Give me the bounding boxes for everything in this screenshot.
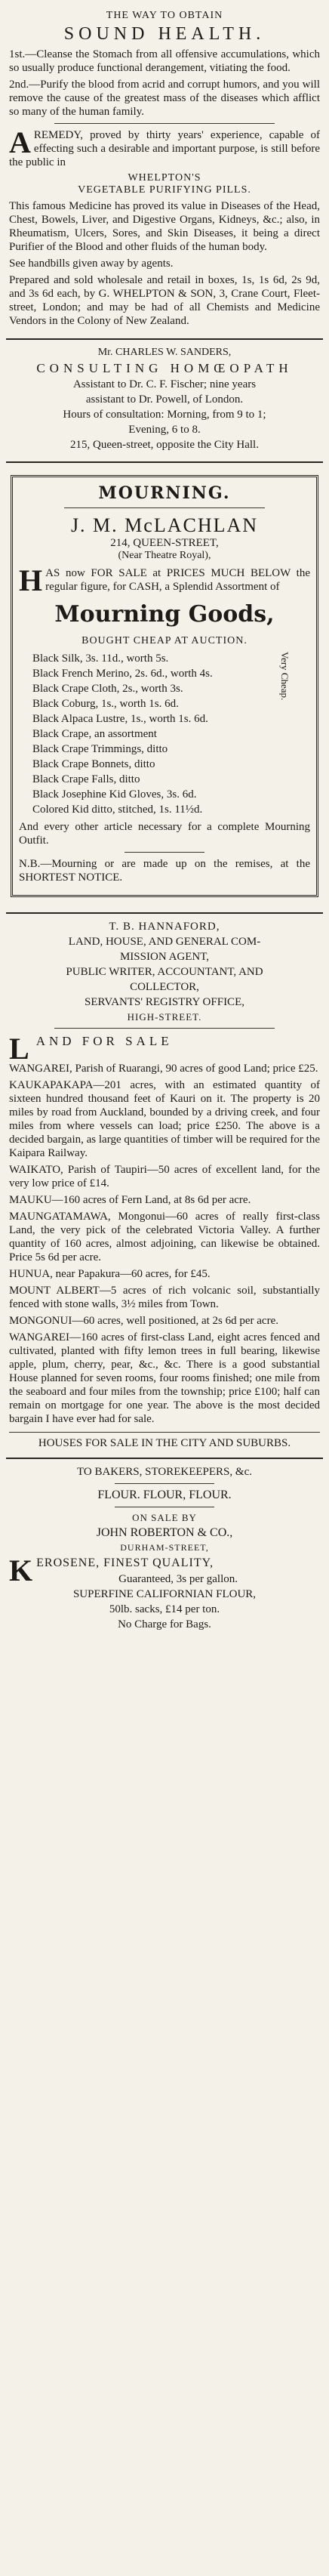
- ad5-onsale: ON SALE BY: [132, 1512, 197, 1523]
- ad1-para6: Prepared and sold wholesale and retail in boxes, 1s, 1s 6d, 2s 9d, and 3s 6d each, by G. WHELPTON & SON, 3, Crane Court, Fleet-street, London; and may be had of all Chemists and Medicine Vendors in the Colony of New Zealand.: [9, 274, 320, 327]
- ad2-line1: Assistant to Dr. C. F. Fischer; nine years: [72, 378, 257, 390]
- ad3-address: 214, QUEEN-STREET,: [110, 537, 219, 549]
- mourning-items-list: [19, 652, 310, 817]
- listing: WANGAREI—160 acres of first-class Land, eight acres fenced and cultivated, planted with fifty lemon trees in full bearing, likewise apple, plum, cherry, pear, &c., &c. There is a good substantial House planned for seven rooms, four rooms finished; one mile from the seaboard and four miles from the township; price £100; half can remain on mortgage for one year. The above is the most decided bargain I have ever had for sale.: [9, 1331, 320, 1425]
- ad4-footer: HOUSES FOR SALE IN THE CITY AND SUBURBS.: [9, 1432, 320, 1450]
- ad5-sup: SUPERFINE CALIFORNIAN FLOUR,: [72, 1588, 257, 1600]
- ad5-merchant: JOHN ROBERTON & CO.,: [96, 1526, 233, 1539]
- ad3-merchant: J. M. McLACHLAN: [70, 514, 259, 536]
- ad4-line3: PUBLIC WRITER, ACCOUNTANT, AND: [66, 966, 263, 978]
- ad3-bought: BOUGHT CHEAP AT AUCTION.: [81, 635, 248, 646]
- ad5-k1: EROSENE, FINEST QUALITY,: [36, 1556, 214, 1569]
- ad2-name: Mr. CHARLES W. SANDERS,: [97, 347, 232, 358]
- listing: MOUNT ALBERT—5 acres of rich volcanic soil, substantially fenced with stone walls, 3½ miles from Town.: [9, 1285, 320, 1310]
- ad1-para3: REMEDY, proved by thirty years' experience, capable of effecting such a desirable and important purpose, is still before the public in: [9, 129, 320, 168]
- listing: WANGAREI, Parish of Ruarangi, 90 acres of good Land; price £25.: [9, 1063, 318, 1075]
- ad1-para1: 1st.—Cleanse the Stomach from all offensive accumulations, which so usually produce functional derangement, vitiating the food.: [9, 48, 320, 74]
- list-item: Black Josephine Kid Gloves, 3s. 6d.: [32, 788, 197, 801]
- mourning-box: [11, 475, 318, 897]
- divider: [64, 507, 265, 508]
- mclachlan-mourning-ad: [6, 463, 323, 914]
- listing: WAIKATO, Parish of Taupiri—50 acres of excellent land, for the very low price of £14.: [9, 1164, 320, 1189]
- ad1-heading-small: THE WAY TO OBTAIN: [106, 10, 223, 21]
- ad4-heading: AND FOR SALE: [35, 1034, 173, 1048]
- ad3-intro: AS now FOR SALE at PRICES MUCH BELOW the regular figure, for CASH, a Splendid Assortment of: [45, 567, 310, 593]
- list-item: Black Crape Bonnets, ditto: [32, 758, 155, 770]
- ad5-to: TO BAKERS, STOREKEEPERS, &c.: [77, 1466, 252, 1478]
- listing: HUNUA, near Papakura—60 acres, for £45.: [9, 1268, 211, 1280]
- roberton-flour-ad: [6, 1459, 323, 1641]
- ad5-sup2: 50lb. sacks, £14 per ton.: [109, 1603, 220, 1615]
- list-item: Black Crape Falls, ditto: [32, 773, 140, 785]
- list-item: Black Crape Cloth, 2s., worth 3s.: [32, 683, 183, 695]
- ad3-display: Mourning Goods,: [54, 601, 275, 628]
- ad1-product-line1: WHELPTON'S: [128, 172, 201, 184]
- ad2-line4: Evening, 6 to 8.: [128, 424, 201, 436]
- ad4-line2: MISSION AGENT,: [119, 951, 210, 963]
- ad2-line3: Hours of consultation: Morning, from 9 to 1;: [63, 409, 266, 421]
- hannaford-land-ad: [6, 914, 323, 1459]
- ad1-dropcap: A: [9, 125, 31, 159]
- newspaper-column: [6, 0, 323, 1641]
- ad4-line6: HIGH-STREET.: [127, 1011, 202, 1023]
- ad5-nocharge: No Charge for Bags.: [118, 1618, 211, 1630]
- divider: [54, 123, 275, 124]
- ad1-para5: See handbills given away by agents.: [9, 258, 174, 270]
- listing: KAUKAPAKAPA—201 acres, with an estimated quantity of sixteen hundred thousand feet of Kauri on it. The property is 20 miles by road from Auckland, bounded by a driving creek, and four miles from where vessels can load; price £250. The above is a decided bargain, as large quantities of timber will be required for the Kaipara Railway.: [9, 1079, 320, 1159]
- divider: [115, 1483, 214, 1484]
- ad3-banner: MOURNING.: [98, 483, 231, 503]
- list-item: Colored Kid ditto, stitched, 1s. 11½d.: [32, 804, 203, 816]
- ad1-heading-large: SOUND HEALTH.: [63, 24, 266, 44]
- ad1-product-line2: VEGETABLE PURIFYING PILLS.: [78, 184, 251, 196]
- ad2-title: CONSULTING HOMŒOPATH: [36, 361, 293, 375]
- divider: [125, 852, 204, 853]
- whelpton-pills-ad: [6, 3, 323, 340]
- ad4-line5: SERVANTS' REGISTRY OFFICE,: [85, 996, 244, 1008]
- ad4-line1: LAND, HOUSE, AND GENERAL COM-: [68, 936, 261, 948]
- ad4-line4: COLLECTOR,: [130, 981, 199, 993]
- list-item: Black French Merino, 2s. 6d., worth 4s.: [32, 668, 213, 680]
- list-item: Black Crape, an assortment: [32, 728, 157, 740]
- ad2-line2: assistant to Dr. Powell, of London.: [85, 393, 244, 406]
- list-item: Black Crape Trimmings, ditto: [32, 743, 168, 755]
- ad5-k2: Guaranteed, 3s per gallon.: [118, 1573, 238, 1585]
- divider: [54, 1028, 275, 1029]
- ad3-para-end: And every other article necessary for a complete Mourning Outfit.: [19, 821, 310, 847]
- sanders-homoeopath-ad: [6, 340, 323, 463]
- list-item: Black Coburg, 1s., worth 1s. 6d.: [32, 698, 179, 710]
- list-item: Black Alpaca Lustre, 1s., worth 1s. 6d.: [32, 713, 208, 725]
- ad3-side-note: Very Cheap.: [279, 652, 291, 701]
- ad5-flour: FLOUR. FLOUR, FLOUR.: [97, 1489, 232, 1501]
- listing: MAUKU—160 acres of Fern Land, at 8s 6d per acre.: [9, 1194, 251, 1206]
- ad4-dropcap: L: [9, 1032, 33, 1066]
- ad1-para2: 2nd.—Purify the blood from acrid and corrupt humors, and you will remove the cause of the greatest mass of the diseases which afflict so many of the human family.: [9, 79, 320, 118]
- ad4-name: T. B. HANNAFORD,: [109, 921, 220, 933]
- ad2-line5: 215, Queen-street, opposite the City Hall.: [70, 439, 259, 451]
- list-item: Black Silk, 3s. 11d., worth 5s.: [32, 652, 169, 665]
- listing: MAUNGATAMAWA, Mongonui—60 acres of really first-class Land, the very pick of the celebrated Victoria Valley. A further quantity of 160 acres, almost adjoining, can likewise be obtained. Price 5s 6d per acre.: [9, 1211, 320, 1263]
- ad5-street: DURHAM-STREET,: [120, 1542, 209, 1553]
- ad3-dropcap: H: [19, 563, 43, 597]
- ad3-near: (Near Theatre Royal),: [118, 550, 211, 561]
- ad1-para4: This famous Medicine has proved its value in Diseases of the Head, Chest, Bowels, Liver, and Digestive Organs, Kidneys, &c.; also, in Rheumatism, Ulcers, Sores, and Skin Diseases, it being a direct Purifier of the Blood and other fluids of the human body.: [9, 200, 320, 253]
- ad3-nb: N.B.—Mourning or are made up on the remises, at the SHORTEST NOTICE.: [19, 858, 310, 884]
- ad5-dropcap: K: [9, 1553, 34, 1587]
- listing: MONGONUI—60 acres, well positioned, at 2s 6d per acre.: [9, 1315, 278, 1327]
